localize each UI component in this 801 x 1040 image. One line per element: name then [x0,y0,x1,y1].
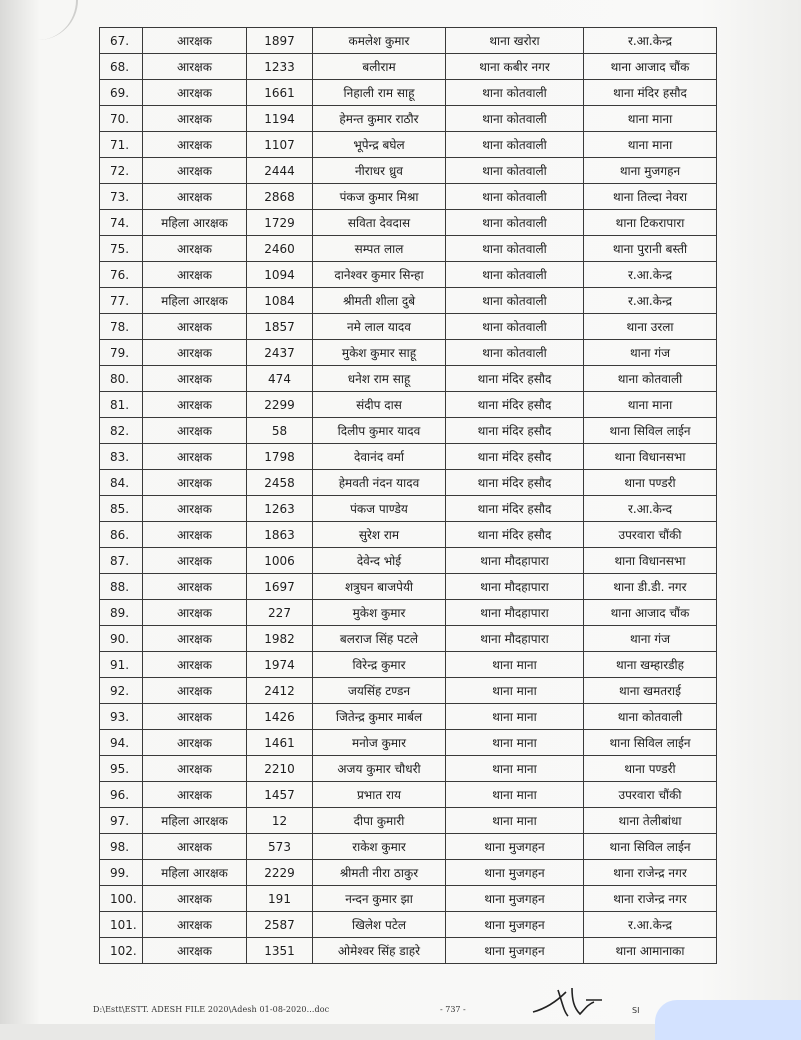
serial-cell: 92. [100,678,143,704]
to-station-cell: थाना विधानसभा [584,548,717,574]
badge-number-cell: 1233 [247,54,313,80]
name-cell: संदीप दास [313,392,446,418]
serial-cell: 74. [100,210,143,236]
name-cell: नीराधर ध्रुव [313,158,446,184]
serial-cell: 101. [100,912,143,938]
from-station-cell: थाना कोतवाली [446,158,584,184]
table-row [100,886,717,912]
table-row [100,210,717,236]
from-station-cell: थाना कोतवाली [446,288,584,314]
serial-cell: 67. [100,28,143,54]
rank-cell: आरक्षक [143,444,247,470]
from-station-cell: थाना कोतवाली [446,184,584,210]
name-cell: हेमवती नंदन यादव [313,470,446,496]
serial-cell: 83. [100,444,143,470]
rank-cell: आरक्षक [143,106,247,132]
to-station-cell: थाना सिविल लाईन [584,730,717,756]
to-station-cell: थाना पुरानी बस्ती [584,236,717,262]
name-cell: मुकेश कुमार साहू [313,340,446,366]
badge-number-cell: 1426 [247,704,313,730]
name-cell: निहाली राम साहू [313,80,446,106]
serial-cell: 95. [100,756,143,782]
from-station-cell: थाना मंदिर हसौद [446,366,584,392]
table-row [100,782,717,808]
to-station-cell: थाना तेलीबांधा [584,808,717,834]
to-station-cell: थाना आजाद चौंक [584,600,717,626]
badge-number-cell: 1729 [247,210,313,236]
to-station-cell: थाना आमानाका [584,938,717,964]
table-row [100,678,717,704]
name-cell: नमे लाल यादव [313,314,446,340]
serial-cell: 89. [100,600,143,626]
serial-cell: 82. [100,418,143,444]
rank-cell: आरक्षक [143,704,247,730]
serial-cell: 68. [100,54,143,80]
serial-cell: 100. [100,886,143,912]
to-station-cell: थाना मुजगहन [584,158,717,184]
to-station-cell: थाना माना [584,106,717,132]
rank-cell: आरक्षक [143,522,247,548]
badge-number-cell: 2458 [247,470,313,496]
serial-cell: 87. [100,548,143,574]
to-station-cell: थाना खम्हारडीह [584,652,717,678]
rank-cell: आरक्षक [143,730,247,756]
from-station-cell: थाना माना [446,652,584,678]
rank-cell: आरक्षक [143,236,247,262]
to-station-cell: थाना तिल्दा नेवरा [584,184,717,210]
table-row [100,236,717,262]
to-station-cell: र.आ.केन्द्र [584,912,717,938]
badge-number-cell: 1084 [247,288,313,314]
name-cell: जयसिंह टण्डन [313,678,446,704]
table-row [100,574,717,600]
rank-cell: महिला आरक्षक [143,210,247,236]
from-station-cell: थाना माना [446,756,584,782]
badge-number-cell: 1461 [247,730,313,756]
badge-number-cell: 1263 [247,496,313,522]
serial-cell: 94. [100,730,143,756]
from-station-cell: थाना मंदिर हसौद [446,470,584,496]
table-row [100,704,717,730]
from-station-cell: थाना कबीर नगर [446,54,584,80]
from-station-cell: थाना मुजगहन [446,938,584,964]
name-cell: बलीराम [313,54,446,80]
table-row [100,834,717,860]
serial-cell: 76. [100,262,143,288]
name-cell: भूपेन्द्र बघेल [313,132,446,158]
overlay-button[interactable] [655,1000,801,1040]
serial-cell: 73. [100,184,143,210]
table-row [100,522,717,548]
from-station-cell: थाना खरोरा [446,28,584,54]
badge-number-cell: 1798 [247,444,313,470]
rank-cell: आरक्षक [143,132,247,158]
from-station-cell: थाना कोतवाली [446,132,584,158]
transfer-table [99,27,717,964]
badge-number-cell: 1857 [247,314,313,340]
rank-cell: आरक्षक [143,80,247,106]
from-station-cell: थाना माना [446,808,584,834]
table-row [100,470,717,496]
rank-cell: आरक्षक [143,600,247,626]
from-station-cell: थाना मौदहापारा [446,600,584,626]
badge-number-cell: 1107 [247,132,313,158]
name-cell: जितेन्द्र कुमार मार्बल [313,704,446,730]
name-cell: प्रभात राय [313,782,446,808]
table-row [100,418,717,444]
table-row [100,314,717,340]
name-cell: सविता देवदास [313,210,446,236]
rank-cell: आरक्षक [143,496,247,522]
name-cell: धनेश राम साहू [313,366,446,392]
name-cell: मुकेश कुमार [313,600,446,626]
badge-number-cell: 2460 [247,236,313,262]
rank-cell: आरक्षक [143,548,247,574]
rank-cell: आरक्षक [143,470,247,496]
name-cell: राकेश कुमार [313,834,446,860]
rank-cell: आरक्षक [143,184,247,210]
table-row [100,132,717,158]
rank-cell: आरक्षक [143,756,247,782]
badge-number-cell: 474 [247,366,313,392]
serial-cell: 88. [100,574,143,600]
badge-number-cell: 2299 [247,392,313,418]
serial-cell: 80. [100,366,143,392]
to-station-cell: थाना कोतवाली [584,704,717,730]
serial-cell: 86. [100,522,143,548]
rank-cell: आरक्षक [143,912,247,938]
badge-number-cell: 12 [247,808,313,834]
to-station-cell: थाना सिविल लाईन [584,834,717,860]
badge-number-cell: 1661 [247,80,313,106]
from-station-cell: थाना कोतवाली [446,262,584,288]
to-station-cell: उपरवारा चौंकी [584,522,717,548]
from-station-cell: थाना माना [446,704,584,730]
from-station-cell: थाना कोतवाली [446,210,584,236]
rank-cell: आरक्षक [143,54,247,80]
badge-number-cell: 58 [247,418,313,444]
badge-number-cell: 191 [247,886,313,912]
from-station-cell: थाना मुजगहन [446,886,584,912]
table-row [100,158,717,184]
to-station-cell: र.आ.केन्द [584,496,717,522]
table-row [100,366,717,392]
serial-cell: 102. [100,938,143,964]
to-station-cell: थाना उरला [584,314,717,340]
serial-cell: 72. [100,158,143,184]
to-station-cell: थाना खमतराई [584,678,717,704]
to-station-cell: थाना विधानसभा [584,444,717,470]
name-cell: श्रीमती शीला दुबे [313,288,446,314]
table-row [100,288,717,314]
table-row [100,496,717,522]
badge-number-cell: 1094 [247,262,313,288]
rank-cell: आरक्षक [143,262,247,288]
to-station-cell: थाना पण्डरी [584,756,717,782]
from-station-cell: थाना माना [446,730,584,756]
to-station-cell: थाना डी.डी. नगर [584,574,717,600]
rank-cell: महिला आरक्षक [143,808,247,834]
rank-cell: आरक्षक [143,938,247,964]
rank-cell: आरक्षक [143,28,247,54]
serial-cell: 98. [100,834,143,860]
table-row [100,444,717,470]
table-row [100,80,717,106]
table-row [100,262,717,288]
name-cell: अजय कुमार चौधरी [313,756,446,782]
name-cell: खिलेश पटेल [313,912,446,938]
from-station-cell: थाना मुजगहन [446,912,584,938]
serial-cell: 77. [100,288,143,314]
name-cell: विरेन्द्र कुमार [313,652,446,678]
table-row [100,938,717,964]
badge-number-cell: 2437 [247,340,313,366]
rank-cell: आरक्षक [143,418,247,444]
badge-number-cell: 2868 [247,184,313,210]
name-cell: हेमन्त कुमार राठौर [313,106,446,132]
to-station-cell: थाना आजाद चौंक [584,54,717,80]
from-station-cell: थाना माना [446,782,584,808]
serial-cell: 84. [100,470,143,496]
rank-cell: आरक्षक [143,678,247,704]
badge-number-cell: 1897 [247,28,313,54]
to-station-cell: थाना पण्डरी [584,470,717,496]
name-cell: नन्दन कुमार झा [313,886,446,912]
name-cell: दीपा कुमारी [313,808,446,834]
badge-number-cell: 1351 [247,938,313,964]
to-station-cell: उपरवारा चौंकी [584,782,717,808]
badge-number-cell: 2210 [247,756,313,782]
table-row [100,730,717,756]
badge-number-cell: 1457 [247,782,313,808]
footer-mark: SI [632,1006,640,1015]
name-cell: दानेश्वर कुमार सिन्हा [313,262,446,288]
to-station-cell: थाना राजेन्द्र नगर [584,886,717,912]
rank-cell: आरक्षक [143,392,247,418]
table-row [100,756,717,782]
badge-number-cell: 1006 [247,548,313,574]
rank-cell: आरक्षक [143,652,247,678]
to-station-cell: थाना राजेन्द्र नगर [584,860,717,886]
serial-cell: 79. [100,340,143,366]
badge-number-cell: 2229 [247,860,313,886]
rank-cell: आरक्षक [143,834,247,860]
from-station-cell: थाना कोतवाली [446,80,584,106]
table-row [100,184,717,210]
name-cell: देवेन्द भोई [313,548,446,574]
rank-cell: आरक्षक [143,886,247,912]
from-station-cell: थाना मुजगहन [446,860,584,886]
table-row [100,808,717,834]
name-cell: कमलेश कुमार [313,28,446,54]
serial-cell: 93. [100,704,143,730]
to-station-cell: र.आ.केन्द्र [584,28,717,54]
from-station-cell: थाना कोतवाली [446,340,584,366]
file-path-footer: D:\Estt\ESTT. ADESH FILE 2020\Adesh 01-08-2020...doc [93,1005,330,1014]
serial-cell: 97. [100,808,143,834]
to-station-cell: थाना कोतवाली [584,366,717,392]
rank-cell: आरक्षक [143,574,247,600]
badge-number-cell: 1194 [247,106,313,132]
serial-cell: 78. [100,314,143,340]
from-station-cell: थाना मंदिर हसौद [446,444,584,470]
table-row [100,54,717,80]
badge-number-cell: 1982 [247,626,313,652]
name-cell: पंकज कुमार मिश्रा [313,184,446,210]
serial-cell: 91. [100,652,143,678]
serial-cell: 71. [100,132,143,158]
serial-cell: 99. [100,860,143,886]
from-station-cell: थाना मौदहापारा [446,626,584,652]
name-cell: सुरेश राम [313,522,446,548]
from-station-cell: थाना माना [446,678,584,704]
rank-cell: आरक्षक [143,158,247,184]
page-curl [36,0,78,40]
table-row [100,106,717,132]
table-row [100,600,717,626]
name-cell: ओमेश्वर सिंह डाहरे [313,938,446,964]
to-station-cell: थाना माना [584,132,717,158]
table-row [100,860,717,886]
serial-cell: 70. [100,106,143,132]
to-station-cell: थाना मंदिर हसौद [584,80,717,106]
badge-number-cell: 2587 [247,912,313,938]
badge-number-cell: 1974 [247,652,313,678]
name-cell: सम्पत लाल [313,236,446,262]
name-cell: बलराज सिंह पटले [313,626,446,652]
from-station-cell: थाना मुजगहन [446,834,584,860]
serial-cell: 75. [100,236,143,262]
table-row [100,912,717,938]
badge-number-cell: 2412 [247,678,313,704]
table-row [100,548,717,574]
from-station-cell: थाना कोतवाली [446,236,584,262]
page-number: - 737 - [440,1005,466,1014]
from-station-cell: थाना मौदहापारा [446,548,584,574]
from-station-cell: थाना मंदिर हसौद [446,496,584,522]
rank-cell: आरक्षक [143,626,247,652]
to-station-cell: थाना गंज [584,340,717,366]
rank-cell: आरक्षक [143,340,247,366]
from-station-cell: थाना मंदिर हसौद [446,418,584,444]
from-station-cell: थाना मंदिर हसौद [446,392,584,418]
from-station-cell: थाना मौदहापारा [446,574,584,600]
serial-cell: 96. [100,782,143,808]
serial-cell: 81. [100,392,143,418]
serial-cell: 85. [100,496,143,522]
table-row [100,392,717,418]
from-station-cell: थाना कोतवाली [446,106,584,132]
name-cell: देवानंद वर्मा [313,444,446,470]
table-row [100,340,717,366]
badge-number-cell: 227 [247,600,313,626]
rank-cell: महिला आरक्षक [143,288,247,314]
badge-number-cell: 2444 [247,158,313,184]
to-station-cell: र.आ.केन्द्र [584,262,717,288]
name-cell: पंकज पाण्डेय [313,496,446,522]
to-station-cell: र.आ.केन्द्र [584,288,717,314]
table-row [100,626,717,652]
to-station-cell: थाना टिकरापारा [584,210,717,236]
name-cell: मनोज कुमार [313,730,446,756]
name-cell: शत्रुघन बाजपेयी [313,574,446,600]
from-station-cell: थाना कोतवाली [446,314,584,340]
table-row [100,652,717,678]
rank-cell: महिला आरक्षक [143,860,247,886]
rank-cell: आरक्षक [143,314,247,340]
name-cell: दिलीप कुमार यादव [313,418,446,444]
badge-number-cell: 1697 [247,574,313,600]
serial-cell: 69. [100,80,143,106]
table-row [100,28,717,54]
from-station-cell: थाना मंदिर हसौद [446,522,584,548]
to-station-cell: थाना माना [584,392,717,418]
badge-number-cell: 573 [247,834,313,860]
name-cell: श्रीमती नीरा ठाकुर [313,860,446,886]
signature-mark [528,982,608,1022]
to-station-cell: थाना गंज [584,626,717,652]
to-station-cell: थाना सिविल लाईन [584,418,717,444]
badge-number-cell: 1863 [247,522,313,548]
serial-cell: 90. [100,626,143,652]
rank-cell: आरक्षक [143,782,247,808]
rank-cell: आरक्षक [143,366,247,392]
